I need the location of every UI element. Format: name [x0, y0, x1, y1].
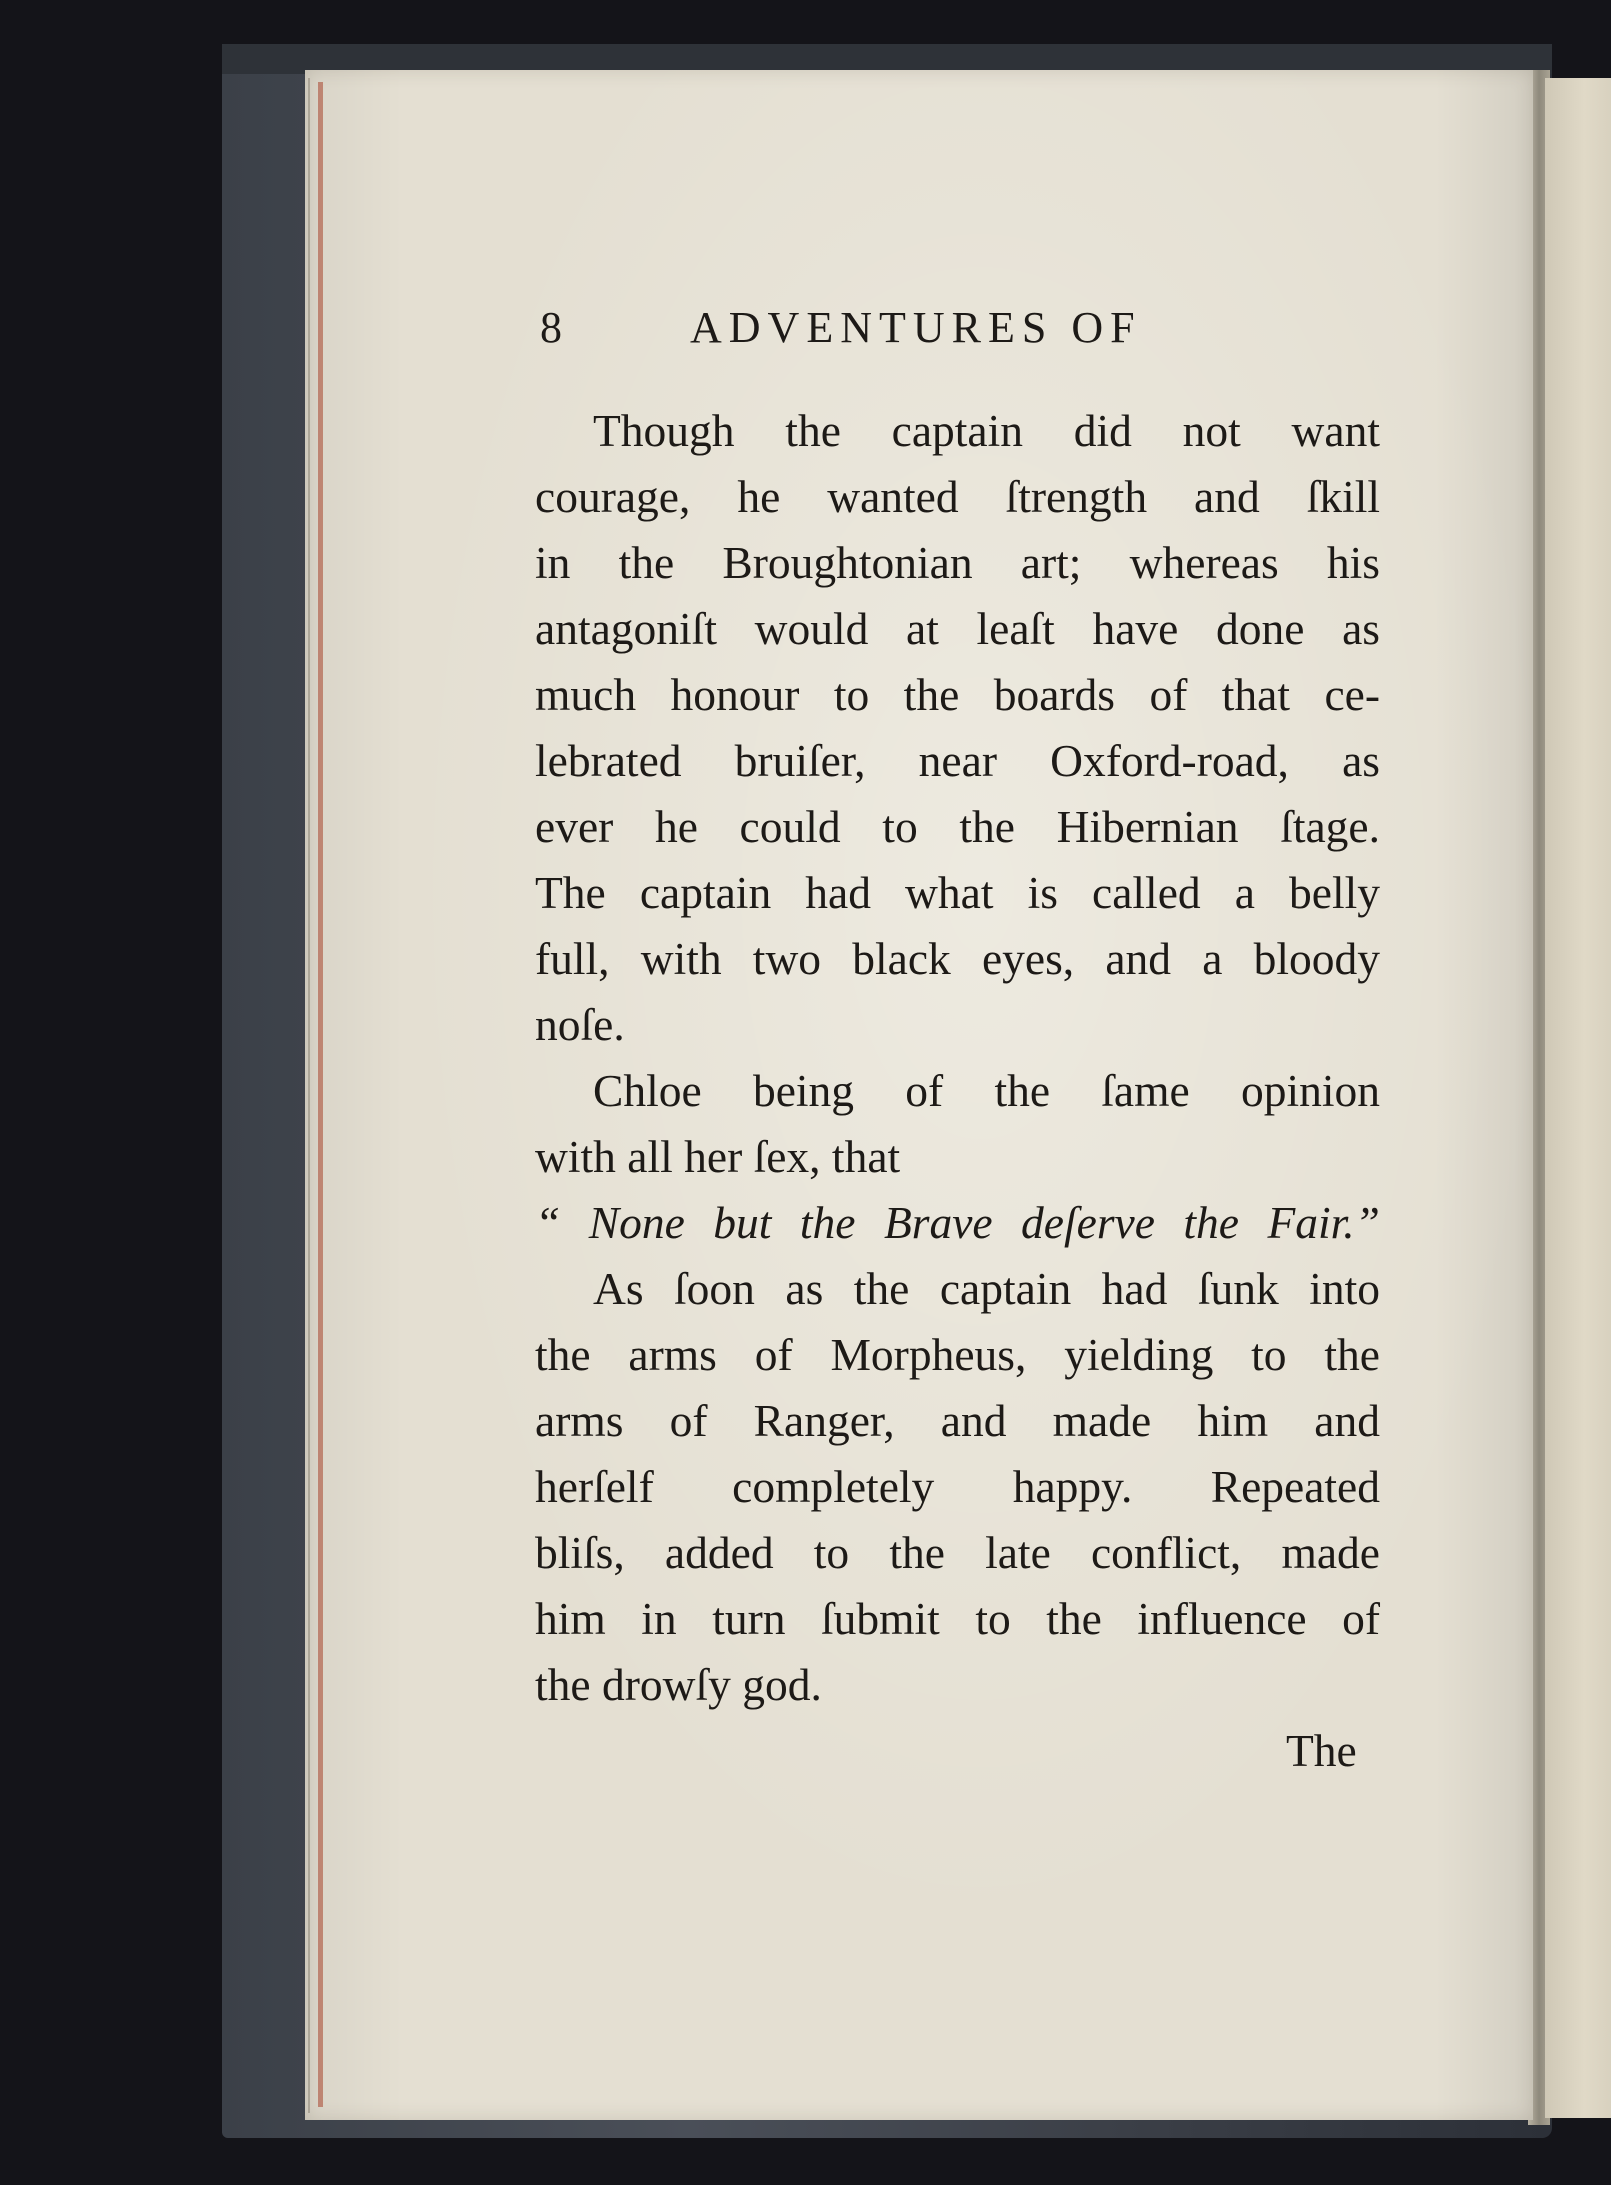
page-red-edge — [318, 82, 323, 2107]
text-line: Chloe being of the ſame opinion — [593, 1065, 1380, 1116]
text-line: noſe. — [535, 999, 625, 1050]
facing-page-edge — [1545, 78, 1611, 2118]
text-line: antagoniſt would at leaſt have done as — [535, 603, 1380, 654]
page-header — [540, 302, 1280, 362]
text-line: As ſoon as the captain had ſunk into — [593, 1263, 1380, 1314]
text-line: arms of Ranger, and made him and — [535, 1395, 1380, 1446]
catchword: The — [1286, 1725, 1357, 1776]
text-line: in the Broughtonian art; whereas his — [535, 537, 1380, 588]
text-line: bliſs, added to the late conflict, made — [535, 1527, 1380, 1578]
text-line: The captain had what is called a belly — [535, 867, 1380, 918]
running-head: ADVENTURES OF — [690, 303, 1142, 352]
text-line: full, with two black eyes, and a bloody — [535, 933, 1380, 984]
quoted-line: “ None but the Brave deſerve the Fair.” — [535, 1197, 1380, 1248]
text-line: herſelf completely happy. Repeated — [535, 1461, 1380, 1512]
text-line: Though the captain did not want — [593, 405, 1380, 456]
text-line: lebrated bruiſer, near Oxford-road, as — [535, 735, 1380, 786]
text-line: ever he could to the Hibernian ſtage. — [535, 801, 1380, 852]
text-line: with all her ſex, that — [535, 1131, 901, 1182]
text-line: him in turn ſubmit to the influence of — [535, 1593, 1380, 1644]
page-number: 8 — [540, 303, 562, 352]
page-edge-line — [308, 78, 310, 2113]
text-line: the arms of Morpheus, yielding to the — [535, 1329, 1380, 1380]
text-line: courage, he wanted ſtrength and ſkill — [535, 471, 1380, 522]
text-line: much honour to the boards of that ce- — [535, 669, 1380, 720]
text-line: the drowſy god. — [535, 1659, 822, 1710]
